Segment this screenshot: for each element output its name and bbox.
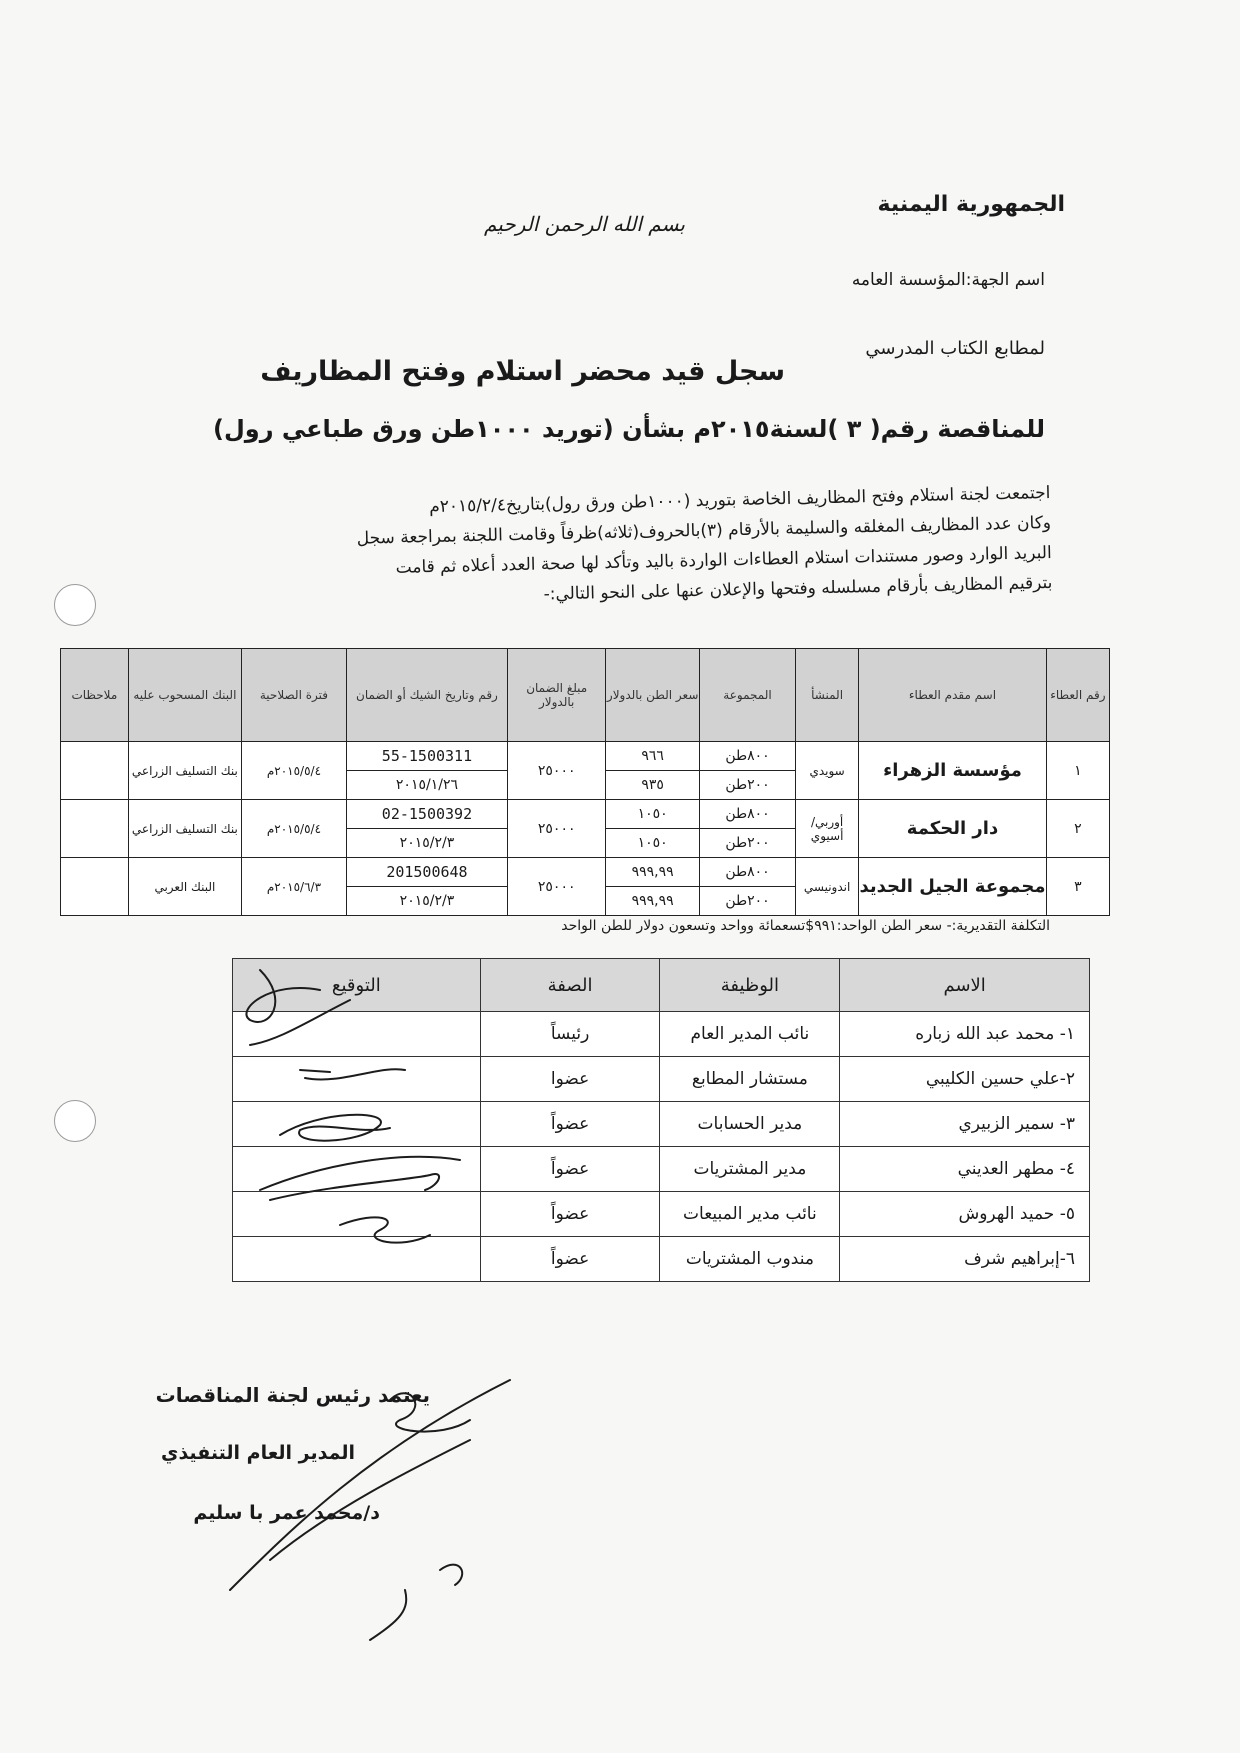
table-row: [61, 800, 1110, 829]
origin: اندونيسي: [795, 858, 858, 916]
header-check: رقم وتاريخ الشيك أو الضمان: [346, 649, 507, 742]
header-bank: البنك المسحوب عليه: [128, 649, 241, 742]
bid-number: ٢: [1046, 800, 1109, 858]
member-name: ٥- حميد الهروش: [840, 1192, 1090, 1237]
check-number: 02-1500392: [346, 800, 507, 829]
committee-signatures: [230, 960, 490, 1240]
header-bid-number: رقم العطاء: [1046, 649, 1109, 742]
intro-paragraph: [190, 478, 1053, 617]
member-name: ٤- مطهر العديني: [840, 1147, 1090, 1192]
table-row: [61, 742, 1110, 771]
check-number: 201500648: [346, 858, 507, 887]
header-member-name: الاسم: [840, 959, 1090, 1012]
bids-header-row: [61, 649, 1110, 742]
header-role: الصفة: [480, 959, 660, 1012]
header-group: المجموعة: [700, 649, 796, 742]
republic-heading: الجمهورية اليمنية: [877, 192, 1065, 217]
bids-table: [60, 648, 1110, 916]
check-number: 55-1500311: [346, 742, 507, 771]
validity: ٢٠١٥/٦/٣م: [242, 858, 347, 916]
validity: ٢٠١٥/٥/٤م: [242, 742, 347, 800]
origin: سويدي: [795, 742, 858, 800]
header-origin: المنشأ: [795, 649, 858, 742]
member-role: عضوا: [480, 1057, 660, 1102]
origin: أوربي/ أسيوي: [795, 800, 858, 858]
guarantee: ٢٥٠٠٠: [508, 858, 606, 916]
tender-line: للمناقصة رقم( ٣ )لسنة٢٠١٥م بشأن (توريد ١٠٠٠طن ورق طباعي رول): [213, 415, 1045, 443]
guarantee: ٢٥٠٠٠: [508, 800, 606, 858]
member-job: مدير الحسابات: [660, 1102, 840, 1147]
member-name: ٢-علي حسين الكليبي: [840, 1057, 1090, 1102]
header-job: الوظيفة: [660, 959, 840, 1012]
member-name: ٦-إبراهيم شرف: [840, 1237, 1090, 1282]
price: ٩٩٩,٩٩: [606, 858, 700, 887]
header-notes: ملاحظات: [61, 649, 129, 742]
bank: بنك التسليف الزراعي: [128, 742, 241, 800]
member-role: رئيساً: [480, 1012, 660, 1057]
group-qty: ٢٠٠طن: [700, 829, 796, 858]
member-role: عضواً: [480, 1102, 660, 1147]
header-guarantee: مبلغ الضمان بالدولار: [508, 649, 606, 742]
approval-line-3: د/محمد عمر با سليم: [193, 1502, 380, 1524]
header-bidder: اسم مقدم العطاء: [859, 649, 1047, 742]
validity: ٢٠١٥/٥/٤م: [242, 800, 347, 858]
member-name: ٣- سمير الزبيري: [840, 1102, 1090, 1147]
member-job: مدير المشتريات: [660, 1147, 840, 1192]
price: ١٠٥٠: [606, 829, 700, 858]
document-title: سجل قيد محضر استلام وفتح المظاريف: [260, 356, 785, 387]
bank: بنك التسليف الزراعي: [128, 800, 241, 858]
table-row: [233, 1237, 1090, 1282]
punch-hole-bottom: [54, 1100, 96, 1142]
group-qty: ٢٠٠طن: [700, 771, 796, 800]
intro-line: البريد الوارد وصور مستندات استلام العطاءات الواردة باليد وتأكد لها صحة العدد أعلاه ثم قامت: [395, 542, 1052, 578]
bidder-name: دار الحكمة: [859, 800, 1047, 858]
member-signature: [233, 1237, 481, 1282]
bidder-name: مؤسسة الزهراء: [859, 742, 1047, 800]
check-date: ٢٠١٥/١/٢٦: [346, 771, 507, 800]
bid-number: ٣: [1046, 858, 1109, 916]
header-price: سعر الطن بالدولار: [606, 649, 700, 742]
entity-line: اسم الجهة:المؤسسة العامه: [851, 270, 1045, 290]
member-job: مستشار المطابع: [660, 1057, 840, 1102]
group-qty: ٨٠٠طن: [700, 858, 796, 887]
guarantee: ٢٥٠٠٠: [508, 742, 606, 800]
member-job: مندوب المشتريات: [660, 1237, 840, 1282]
intro-line: وكان عدد المظاريف المغلقه والسليمة بالأرقام (٣)بالحروف(ثلاثه)ظرفاً وقامت اللجنة بمراجعة سجل: [356, 512, 1052, 549]
check-date: ٢٠١٥/٢/٣: [346, 829, 507, 858]
group-qty: ٨٠٠طن: [700, 800, 796, 829]
member-role: عضواً: [480, 1192, 660, 1237]
notes: [61, 742, 129, 800]
notes: [61, 800, 129, 858]
notes: [61, 858, 129, 916]
price: ٩٣٥: [606, 771, 700, 800]
group-qty: ٢٠٠طن: [700, 887, 796, 916]
intro-line: اجتمعت لجنة استلام وفتح المظاريف الخاصة بتوريد (١٠٠٠طن ورق رول)بتاريخ٢٠١٥/٢/٤م: [429, 482, 1051, 518]
price: ٩٦٦: [606, 742, 700, 771]
entity-line-2: لمطابع الكتاب المدرسي: [865, 338, 1045, 359]
basmala: بسم الله الرحمن الرحيم: [483, 212, 685, 236]
director-signature: [210, 1360, 510, 1600]
bid-number: ١: [1046, 742, 1109, 800]
member-job: نائب المدير العام: [660, 1012, 840, 1057]
table-row: [61, 858, 1110, 887]
member-role: عضواً: [480, 1237, 660, 1282]
group-qty: ٨٠٠طن: [700, 742, 796, 771]
estimated-cost-note: التكلفة التقديرية:- سعر الطن الواحد:٩٩١$تسعمائة وواحد وتسعون دولار للطن الواحد: [561, 918, 1050, 934]
header-signature: التوقيع: [233, 959, 481, 1012]
price: ١٠٥٠: [606, 800, 700, 829]
bank: البنك العربي: [128, 858, 241, 916]
price: ٩٩٩,٩٩: [606, 887, 700, 916]
intro-line: بترقيم المظاريف بأرقام مسلسله وفتحها والإعلان عنها على النحو التالي:-: [543, 572, 1053, 605]
member-role: عضواً: [480, 1147, 660, 1192]
approval-line-1: يعتمد رئيس لجنة المناقصات: [155, 1383, 430, 1407]
approval-line-2: المدير العام التنفيذي: [161, 1442, 355, 1464]
member-job: نائب مدير المبيعات: [660, 1192, 840, 1237]
punch-hole-top: [54, 584, 96, 626]
check-date: ٢٠١٥/٢/٣: [346, 887, 507, 916]
bidder-name: مجموعة الجيل الجديد: [859, 858, 1047, 916]
member-name: ١- محمد عبد الله زباره: [840, 1012, 1090, 1057]
header-validity: فترة الصلاحية: [242, 649, 347, 742]
